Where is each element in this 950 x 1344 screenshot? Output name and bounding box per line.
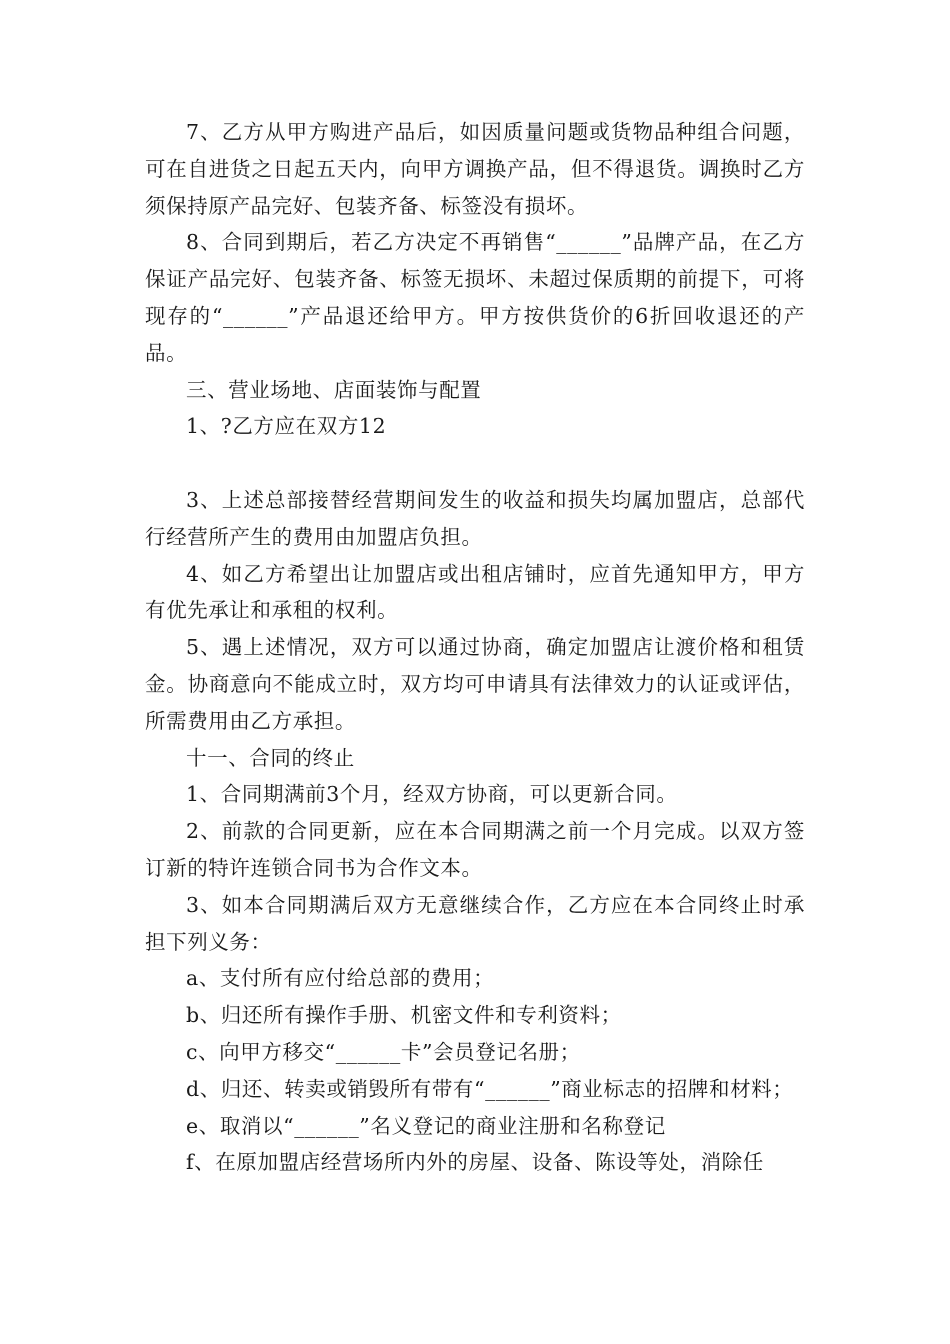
document-body [145,114,805,1181]
termination-clause-1: 1、合同期满前3个月，经双方协商，可以更新合同。 [186,782,678,807]
clause-3-takeover-paragraph: 3、上述总部接替经营期间发生的收益和损失均属加盟店，总部代行经营所产生的费用由加盟店负担。 [145,487,805,549]
clause-7-paragraph: 7、乙方从甲方购进产品后，如因质量问题或货物品种组合问题，可在自进货之日起五天内，向甲方调换产品，但不得退货。调换时乙方须保持原产品完好、包装齐备、标签没有损坏。 [145,120,805,218]
section-3-heading: 三、营业场地、店面装饰与配置 [186,377,482,402]
obligation-b: b、归还所有操作手册、机密文件和专利资料； [186,1003,622,1028]
section-3-clause-1: 1、?乙方应在双方12 [186,414,387,439]
termination-clause-2: 2、前款的合同更新，应在本合同期满之前一个月完成。以双方签订新的特许连锁合同书为合作文本。 [145,819,805,880]
obligation-c: c、向甲方移交“______卡”会员登记名册； [186,1039,581,1064]
obligation-d: d、归还、转卖或销毁所有带有“______”商业标志的招牌和材料； [186,1076,794,1101]
obligation-a: a、支付所有应付给总部的费用； [186,966,495,991]
clause-4-transfer-paragraph: 4、如乙方希望出让加盟店或出租店铺时，应首先通知甲方，甲方有优先承让和承租的权利。 [145,561,805,623]
obligation-e: e、取消以“______”名义登记的商业注册和名称登记 [186,1113,666,1138]
obligation-f: f、在原加盟店经营场所内外的房屋、设备、陈设等处，消除任 [186,1150,764,1175]
clause-8-paragraph: 8、合同到期后，若乙方决定不再销售“______”品牌产品，在乙方保证产品完好、包装齐备、标签无损坏、未超过保质期的前提下，可将现存的“______”产品退还给甲方。甲方按供货价的6折回收退还的产品。 [145,230,805,365]
section-11-heading: 十一、合同的终止 [186,745,355,770]
clause-5-negotiation-paragraph: 5、遇上述情况，双方可以通过协商，确定加盟店让渡价格和租赁金。协商意向不能成立时，双方均可申请具有法律效力的认证或评估，所需费用由乙方承担。 [145,635,805,733]
termination-clause-3: 3、如本合同期满后双方无意继续合作，乙方应在本合同终止时承担下列义务： [145,892,805,954]
blank-gap [145,445,805,482]
